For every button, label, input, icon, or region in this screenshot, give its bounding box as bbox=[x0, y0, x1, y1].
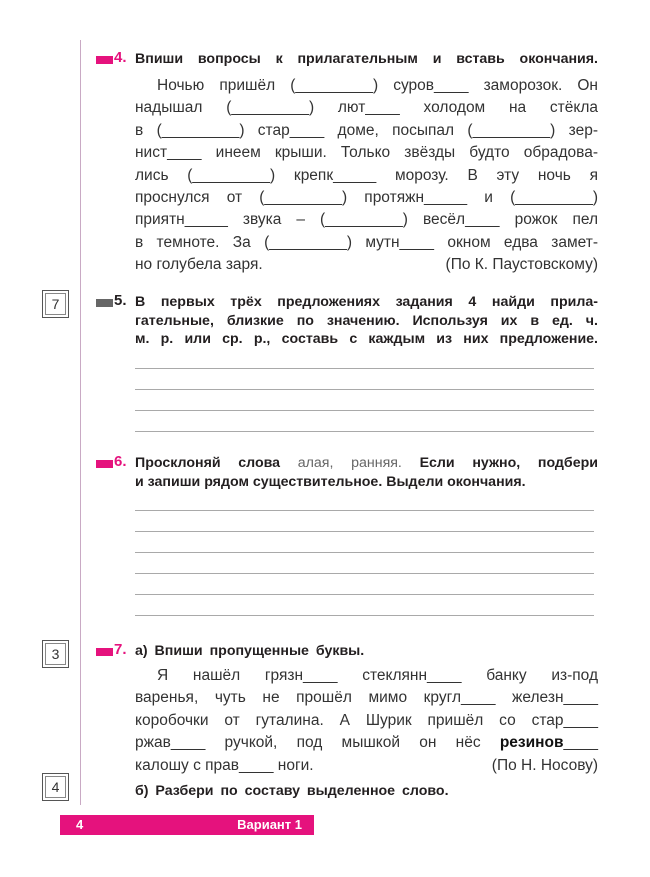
task-number: 5. bbox=[114, 292, 127, 309]
task7-part-a: а) Впиши пропущенные буквы. bbox=[135, 643, 365, 659]
task-marker bbox=[96, 299, 113, 307]
score-box: 4 bbox=[42, 773, 69, 801]
text-line: ржав____ ручкой, под мышкой он нёс резинов____ bbox=[135, 734, 598, 752]
answer-line[interactable] bbox=[135, 594, 594, 595]
task7-part-b: б) Разбери по составу выделенное слово. bbox=[135, 783, 449, 799]
text-line: варенья, чуть не прошёл мимо кругл____ железн____ bbox=[135, 689, 598, 707]
text-line: Ночью пришёл (_________) суров____ заморозок. Он bbox=[157, 77, 598, 94]
page-number: 4 bbox=[76, 817, 84, 832]
task4-text bbox=[135, 75, 598, 277]
text-line: но голубела заря. (По К. Паустовскому) bbox=[135, 254, 598, 276]
task-number: 7. bbox=[114, 641, 127, 658]
text-line: в (_________) стар____ доме, посыпал (_________) зер- bbox=[135, 121, 598, 139]
text-line: Я нашёл грязн____ стеклянн____ банку из-под bbox=[157, 667, 598, 684]
answer-line[interactable] bbox=[135, 431, 594, 432]
text-line: нист____ инеем крыши. Только звёзды будто обрадова- bbox=[135, 144, 598, 162]
text-line: калошу с прав____ ноги. (По Н. Носову) bbox=[135, 755, 598, 777]
score-box: 3 bbox=[42, 640, 69, 668]
text-line: коробочки от гуталина. А Шурик пришёл со стар____ bbox=[135, 711, 598, 729]
answer-line[interactable] bbox=[135, 615, 594, 616]
margin-line bbox=[80, 40, 81, 805]
text-line: надышал (_________) лют____ холодом на стёкла bbox=[135, 99, 598, 117]
source-attribution: (По К. Паустовскому) bbox=[445, 256, 598, 274]
answer-line[interactable] bbox=[135, 573, 594, 574]
source-attribution: (По Н. Носову) bbox=[491, 756, 598, 774]
task4-title: Впиши вопросы к прилагательным и вставь окончания. bbox=[135, 51, 598, 67]
text-line: приятн_____ звука – (_________) весёл____ рожок пел bbox=[135, 211, 598, 229]
answer-line[interactable] bbox=[135, 552, 594, 553]
text-line: проснулся от (_________) протяжн_____ и (_________) bbox=[135, 189, 598, 207]
answer-line[interactable] bbox=[135, 389, 594, 390]
text-line: лись (_________) крепк_____ морозу. В эту ночь я bbox=[135, 166, 598, 184]
score-box: 7 bbox=[42, 290, 69, 318]
task6-title: Просклоняй слова алая, ранняя. Если нужно, подбери и запиши рядом существительное. Выдели окончания. bbox=[135, 455, 598, 490]
task5-title: В первых трёх предложениях задания 4 найди прила- гательные, близкие по значению. Используя их в ед. ч. м. р. или ср. р., составь с каждым из них предложение. bbox=[135, 294, 598, 347]
answer-line[interactable] bbox=[135, 531, 594, 532]
footer-bar bbox=[60, 815, 314, 835]
answer-line[interactable] bbox=[135, 368, 594, 369]
text-line: в темноте. За (_________) мутн____ окном едва замет- bbox=[135, 233, 598, 251]
variant-label: Вариант 1 bbox=[237, 817, 302, 832]
task-number: 6. bbox=[114, 453, 127, 470]
task-number: 4. bbox=[114, 49, 127, 66]
task7-text bbox=[135, 665, 598, 777]
answer-line[interactable] bbox=[135, 410, 594, 411]
highlighted-word: резинов bbox=[499, 734, 564, 752]
task-marker bbox=[96, 460, 113, 468]
task-marker bbox=[96, 56, 113, 64]
task-marker bbox=[96, 648, 113, 656]
words-to-decline: алая, ранняя. bbox=[297, 455, 402, 471]
answer-line[interactable] bbox=[135, 510, 594, 511]
